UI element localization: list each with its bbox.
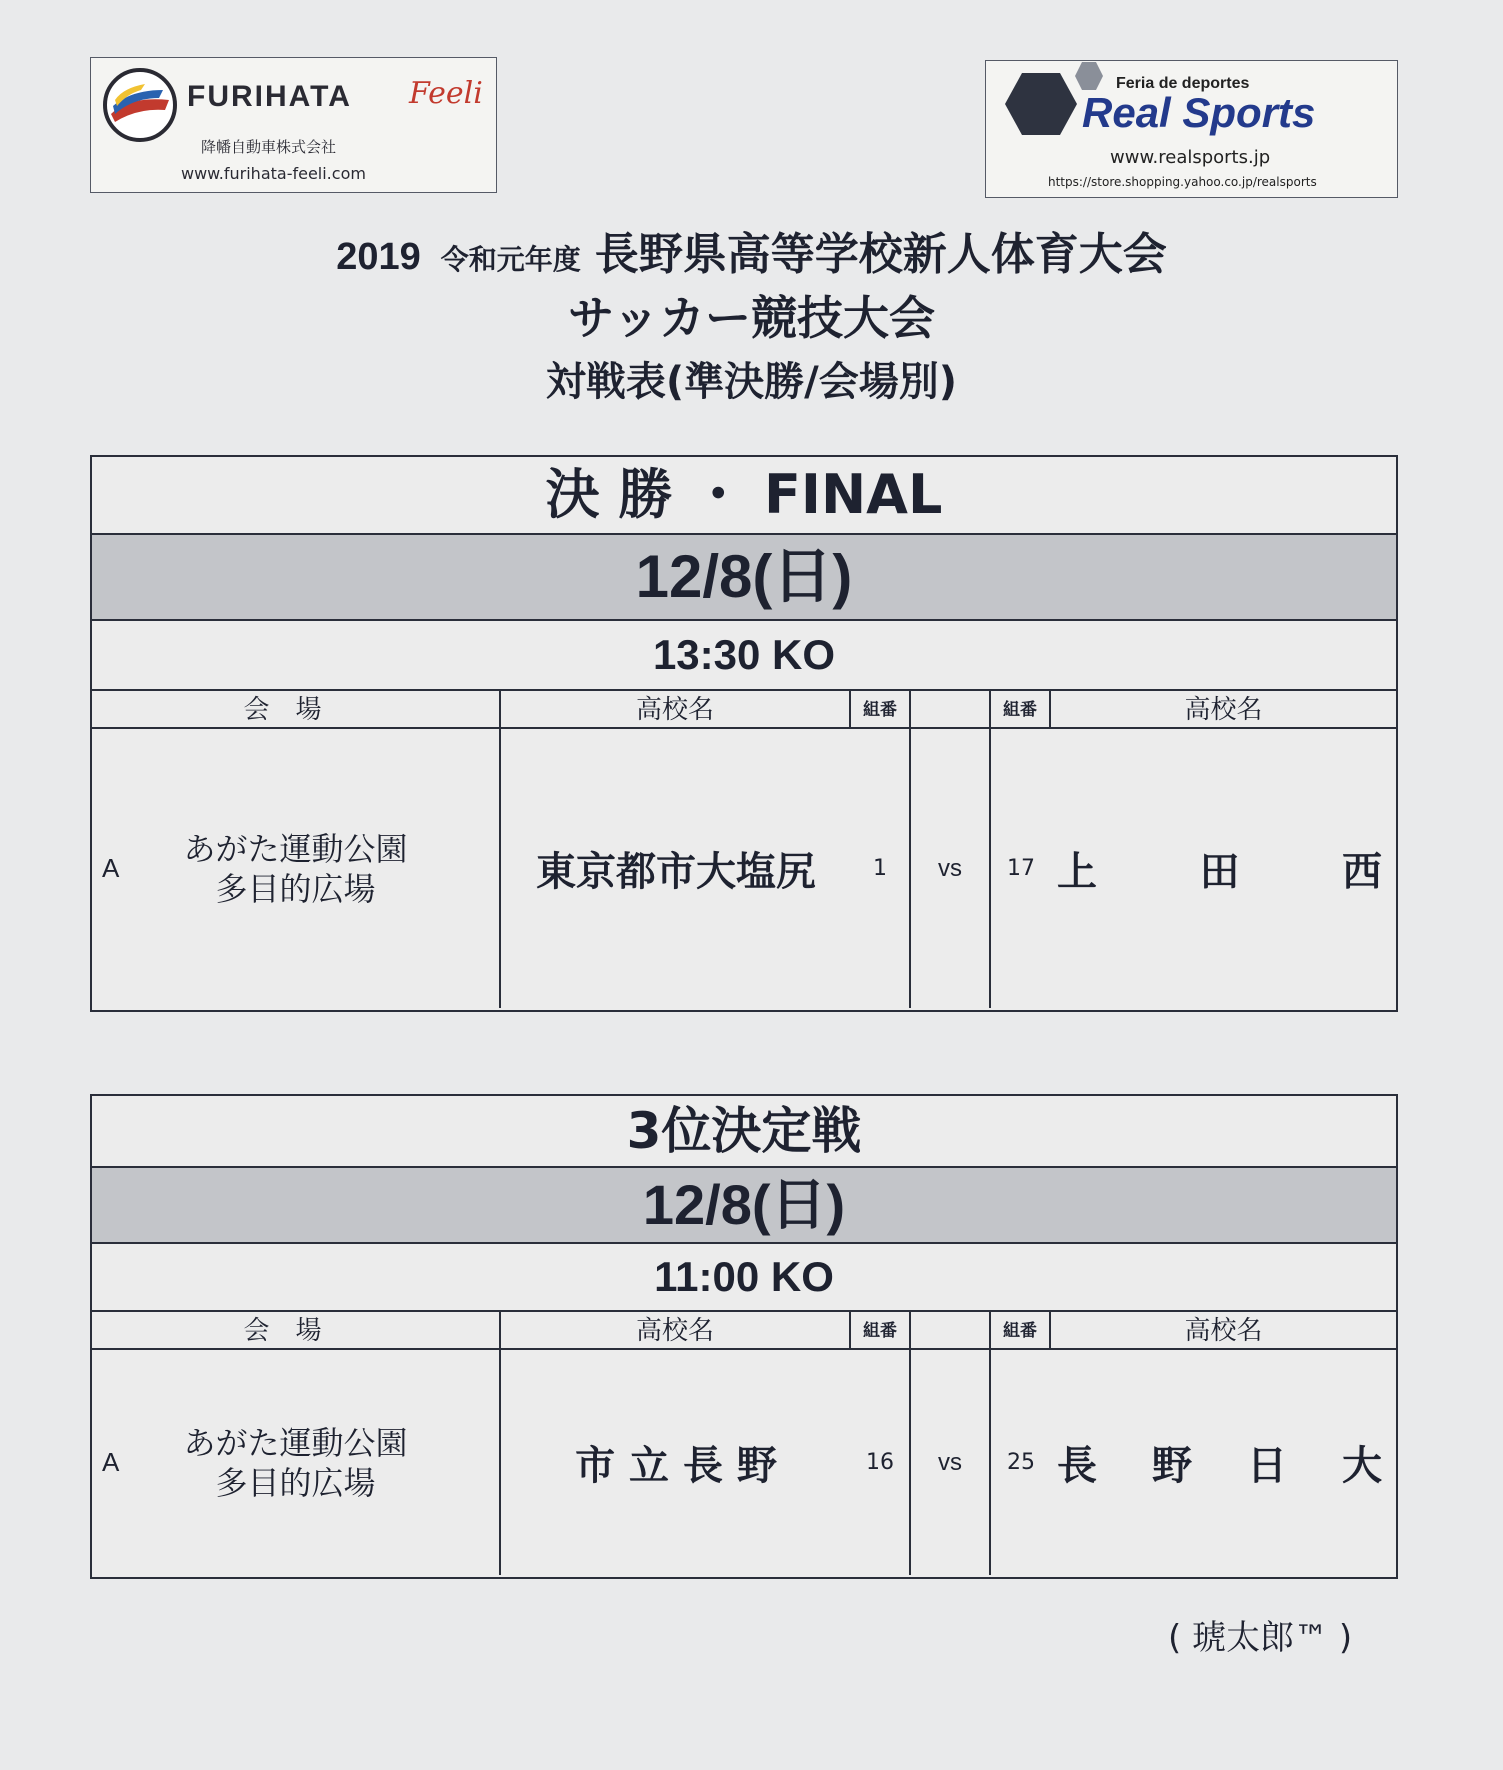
table-header (92, 1312, 1396, 1350)
table-row (92, 729, 1396, 1008)
venue-code: A (102, 853, 120, 883)
match-third-place (90, 1094, 1398, 1579)
match-kickoff: 13:30 KO (92, 621, 1396, 691)
away-school-char: 上 (1057, 849, 1097, 895)
home-group-number: 16 (866, 1450, 894, 1475)
bracket-subtitle: 対戦表(準決勝/会場別) (545, 359, 958, 405)
away-group-number: 25 (1007, 1450, 1035, 1475)
author-credit: ( 琥太郎™ ) (1168, 1618, 1353, 1658)
away-school (1057, 1434, 1396, 1491)
match-date: 12/8(日) (92, 535, 1396, 621)
header-group-home: 組番 (851, 691, 911, 729)
furihata-script: Feeli (409, 76, 483, 111)
vs-label: vs (938, 854, 962, 882)
away-school-char: 西 (1342, 849, 1382, 895)
realsports-name: Real Sports (1082, 89, 1316, 136)
furihata-company: 降幡自動車株式会社 (201, 138, 337, 156)
header-group-home: 組番 (851, 1312, 911, 1350)
away-school-cell (1051, 1350, 1396, 1575)
sponsor-furihata (90, 57, 497, 193)
vs-label: vs (938, 1448, 962, 1476)
tournament-year: 2019 (336, 236, 421, 278)
away-school-char: 野 (1152, 1443, 1192, 1489)
table-row (92, 1350, 1396, 1575)
away-school-char: 田 (1199, 849, 1240, 895)
venue-name-line1: あがた運動公園 (183, 829, 408, 868)
home-school-cell (501, 729, 851, 1008)
away-school (1057, 840, 1396, 897)
small-hexagon-icon (1074, 61, 1104, 91)
away-group-number: 17 (1007, 856, 1035, 881)
home-school: 市 立 長 野 (575, 1443, 777, 1489)
venue-code: A (102, 1447, 120, 1477)
match-title: 3位決定戦 (92, 1096, 1396, 1168)
venue-name-line1: あがた運動公園 (183, 1423, 408, 1462)
venue-name-line2: 多目的広場 (215, 869, 376, 908)
header-school-away: 高校名 (1051, 1312, 1396, 1350)
venue-name-line2: 多目的広場 (215, 1463, 376, 1502)
header-venue: 会場 (92, 1312, 501, 1350)
furihata-logo-icon (101, 66, 179, 144)
home-school-cell (501, 1350, 851, 1575)
realsports-url: www.realsports.jp (1110, 147, 1271, 168)
home-school: 東京都市大塩尻 (536, 849, 816, 895)
header-venue: 会場 (92, 691, 501, 729)
furihata-name: FURIHATA (187, 80, 352, 113)
home-num-cell (851, 729, 911, 1008)
tournament-title (0, 218, 1503, 282)
tournament-subtitle: サッカー競技大会 (567, 291, 936, 345)
header-school-home: 高校名 (501, 691, 851, 729)
away-school-char: 日 (1247, 1443, 1287, 1489)
home-num-cell (851, 1350, 911, 1575)
tournament-name: 長野県高等学校新人体育大会 (594, 229, 1167, 280)
match-title: 決 勝 ・ FINAL (92, 457, 1396, 535)
sponsor-realsports (985, 60, 1398, 198)
furihata-url: www.furihata-feeli.com (181, 164, 366, 183)
vs-cell (911, 729, 991, 1008)
match-kickoff: 11:00 KO (92, 1244, 1396, 1312)
away-school-cell (1051, 729, 1396, 1008)
header-school-home: 高校名 (501, 1312, 851, 1350)
table-header (92, 691, 1396, 729)
header-group-away: 組番 (991, 691, 1051, 729)
vs-cell (911, 1350, 991, 1575)
match-date: 12/8(日) (92, 1168, 1396, 1244)
away-school-char: 大 (1342, 1443, 1382, 1489)
away-num-cell (991, 729, 1051, 1008)
header-school-away: 高校名 (1051, 691, 1396, 729)
realsports-tagline: Feria de deportes (1116, 75, 1250, 92)
home-group-number: 1 (873, 856, 887, 881)
header-group-away: 組番 (991, 1312, 1051, 1350)
away-num-cell (991, 1350, 1051, 1575)
venue-cell (92, 729, 501, 1008)
realsports-shop-url: https://store.shopping.yahoo.co.jp/realsports (1048, 175, 1317, 189)
header-vs-blank (911, 1312, 991, 1350)
away-school-char: 長 (1057, 1443, 1097, 1489)
venue-name (183, 829, 407, 909)
tournament-era: 令和元年度 (440, 243, 581, 276)
hexagon-logo-icon (1004, 71, 1078, 137)
venue-name (183, 1423, 407, 1503)
venue-cell (92, 1350, 501, 1575)
header-vs-blank (911, 691, 991, 729)
match-final (90, 455, 1398, 1012)
